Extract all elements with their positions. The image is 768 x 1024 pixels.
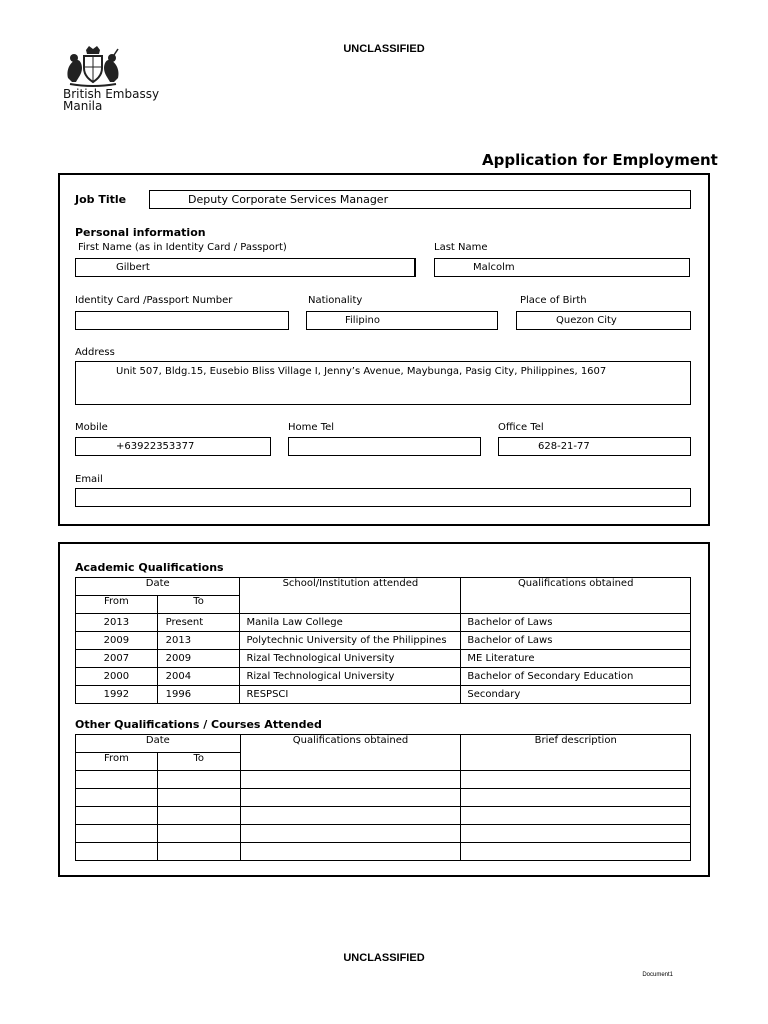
cell-school: Manila Law College [240,614,461,632]
cell-to[interactable] [157,807,240,825]
org-line1: British Embassy [63,87,160,101]
academic-to-header: To [157,596,240,614]
cell-qual[interactable] [240,789,461,807]
cell-from[interactable] [76,789,158,807]
cell-school: Rizal Technological University [240,650,461,668]
other-date-header: Date [76,735,241,753]
cell-qual[interactable] [240,825,461,843]
form-title: Application for Employment [482,151,718,169]
org-name [63,88,159,112]
nationality-field[interactable]: Filipino [306,311,498,330]
classification-header: UNCLASSIFIED [343,43,425,55]
job-title-label: Job Title [75,193,127,206]
home-tel-field[interactable] [288,437,481,456]
cell-from[interactable] [76,843,158,861]
mobile-label: Mobile [75,422,108,433]
cell-qual: Bachelor of Secondary Education [461,668,691,686]
last-name-field[interactable]: Malcolm [434,258,690,277]
cell-from: 2007 [76,650,158,668]
place-of-birth-label: Place of Birth [520,295,587,306]
other-qualifications-table [75,734,691,861]
mobile-field[interactable]: +63922353377 [75,437,271,456]
table-row [76,632,691,650]
cell-qual[interactable] [240,807,461,825]
first-name-field[interactable]: Gilbert [75,258,416,277]
table-row [76,843,691,861]
cell-school: Rizal Technological University [240,668,461,686]
office-tel-field[interactable]: 628-21-77 [498,437,691,456]
last-name-label: Last Name [434,242,488,253]
other-from-header: From [76,753,158,771]
cell-to[interactable] [157,843,240,861]
cell-from: 2009 [76,632,158,650]
table-row [76,686,691,704]
table-row [76,614,691,632]
cell-qual: Bachelor of Laws [461,614,691,632]
cell-from: 1992 [76,686,158,704]
other-to-header: To [157,753,240,771]
cell-desc[interactable] [461,789,691,807]
cell-to: 2009 [157,650,240,668]
table-row [76,825,691,843]
nationality-label: Nationality [308,295,363,306]
cell-from: 2000 [76,668,158,686]
cell-from[interactable] [76,771,158,789]
academic-heading: Academic Qualifications [75,561,224,574]
table-row [76,650,691,668]
table-row [76,789,691,807]
job-title-field[interactable]: Deputy Corporate Services Manager [149,190,691,209]
cell-qual[interactable] [240,843,461,861]
cell-to: 2013 [157,632,240,650]
cell-qual[interactable] [240,771,461,789]
cell-to[interactable] [157,789,240,807]
academic-school-header: School/Institution attended [240,578,461,614]
academic-date-header: Date [76,578,240,596]
cell-school: Polytechnic University of the Philippines [240,632,461,650]
personal-info-heading: Personal information [75,226,206,239]
royal-coat-of-arms-icon [60,44,126,88]
email-field[interactable] [75,488,691,507]
cell-to[interactable] [157,771,240,789]
address-field[interactable]: Unit 507, Bldg.15, Eusebio Bliss Village I, Jenny’s Avenue, Maybunga, Pasig City, Philippines, 1607 [75,361,691,405]
document-reference: Document1 [642,972,673,978]
cell-qual: Bachelor of Laws [461,632,691,650]
cell-desc[interactable] [461,843,691,861]
cell-to: 1996 [157,686,240,704]
cell-to[interactable] [157,825,240,843]
cell-from: 2013 [76,614,158,632]
id-number-field[interactable] [75,311,289,330]
email-label: Email [75,474,103,485]
other-desc-header: Brief description [461,735,691,771]
id-number-label: Identity Card /Passport Number [75,295,233,306]
academic-qual-header: Qualifications obtained [461,578,691,614]
classification-footer: UNCLASSIFIED [343,952,425,964]
other-qual-header: Qualifications obtained [240,735,461,771]
place-of-birth-field[interactable]: Quezon City [516,311,691,330]
org-line2: Manila [63,99,103,113]
academic-table [75,577,691,704]
office-tel-label: Office Tel [498,422,544,433]
cell-from[interactable] [76,825,158,843]
cell-qual: ME Literature [461,650,691,668]
cell-desc[interactable] [461,807,691,825]
table-row [76,771,691,789]
table-row [76,668,691,686]
cell-qual: Secondary [461,686,691,704]
cell-to: Present [157,614,240,632]
cell-to: 2004 [157,668,240,686]
cell-from[interactable] [76,807,158,825]
address-label: Address [75,347,115,358]
cell-desc[interactable] [461,825,691,843]
cell-school: RESPSCI [240,686,461,704]
first-name-label: First Name (as in Identity Card / Passport) [78,242,287,253]
academic-from-header: From [76,596,158,614]
home-tel-label: Home Tel [288,422,335,433]
cell-desc[interactable] [461,771,691,789]
other-qualifications-heading: Other Qualifications / Courses Attended [75,718,322,731]
table-row [76,807,691,825]
